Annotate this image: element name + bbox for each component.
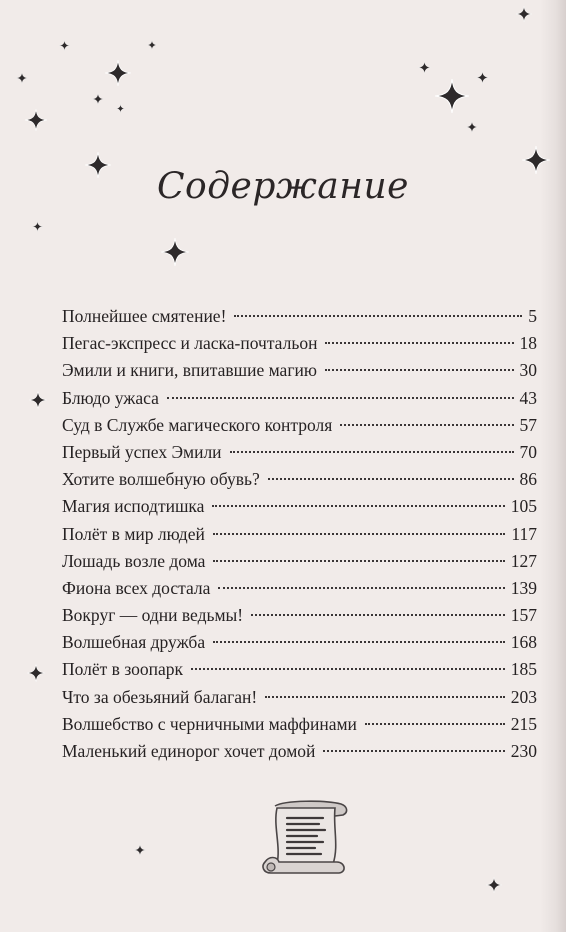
toc-entry — [62, 385, 537, 412]
toc-entry-page-number: 139 — [510, 577, 537, 598]
toc-entry-title: Первый успех Эмили — [62, 441, 222, 462]
toc-dot-leader — [365, 723, 505, 725]
toc-entry-page-number: 86 — [519, 469, 537, 490]
toc-entry-page-number: 230 — [510, 741, 537, 761]
sparkle-star-icon — [92, 93, 104, 105]
toc-entry — [62, 521, 537, 548]
toc-dot-leader — [213, 533, 506, 535]
toc-entry-page-number: 117 — [511, 523, 537, 544]
toc-dot-leader — [212, 505, 504, 507]
toc-entry-page-number: 5 — [528, 306, 537, 326]
toc-entry-title: Блюдо ужаса — [62, 387, 159, 408]
toc-entry-title: Полёт в мир людей — [62, 523, 205, 544]
toc-entry-page-number: 157 — [510, 605, 537, 626]
toc-entry — [62, 493, 537, 520]
toc-entry — [62, 412, 537, 439]
sparkle-star-icon — [161, 238, 189, 266]
toc-dot-leader — [251, 614, 505, 616]
sparkle-star-icon — [116, 104, 125, 113]
toc-entry-title: Хотите волшебную обувь? — [62, 469, 260, 490]
sparkle-star-icon — [105, 60, 131, 86]
toc-entry — [62, 357, 537, 384]
toc-entry-title: Фиона всех достала — [62, 577, 211, 598]
toc-entry — [62, 466, 537, 493]
toc-dot-leader — [191, 668, 505, 670]
sparkle-star-icon — [134, 844, 146, 856]
toc-dot-leader — [340, 424, 513, 426]
sparkle-star-icon — [25, 109, 47, 131]
toc-entry-title: Магия исподтишка — [62, 496, 205, 517]
sparkle-star-icon — [435, 79, 469, 113]
sparkle-star-icon — [32, 221, 43, 232]
page-title: Содержание — [157, 166, 409, 207]
toc-entry-title: Волшебство с черничными маффинами — [62, 713, 357, 734]
toc-entry-page-number: 185 — [510, 659, 537, 680]
scroll-icon — [255, 798, 355, 881]
toc-entry-title: Полёт в зоопарк — [62, 659, 184, 680]
sparkle-star-icon — [466, 121, 478, 133]
toc-entry — [62, 711, 537, 738]
toc-entry — [62, 575, 537, 602]
toc-dot-leader — [167, 397, 514, 399]
toc-entry-title: Что за обезьяний балаган! — [62, 686, 258, 707]
toc-entry — [62, 602, 537, 629]
toc-entry — [62, 738, 537, 765]
toc-dot-leader — [265, 696, 504, 698]
sparkle-star-icon — [476, 71, 489, 84]
sparkle-star-icon — [16, 72, 28, 84]
table-of-contents — [62, 303, 537, 765]
sparkle-star-icon — [27, 664, 45, 682]
toc-dot-leader — [234, 315, 522, 317]
sparkle-star-icon — [516, 6, 532, 22]
toc-entry — [62, 629, 537, 656]
toc-entry-title: Полнейшее смятение! — [62, 306, 227, 326]
toc-dot-leader — [268, 478, 514, 480]
toc-entry-title: Волшебная дружба — [62, 632, 206, 653]
sparkle-star-icon — [29, 391, 47, 409]
toc-entry-page-number: 105 — [510, 496, 537, 517]
toc-dot-leader — [323, 750, 504, 752]
toc-dot-leader — [325, 342, 513, 344]
toc-entry — [62, 548, 537, 575]
sparkle-star-icon — [147, 40, 157, 50]
toc-dot-leader — [218, 587, 504, 589]
toc-entry-page-number: 127 — [510, 550, 537, 571]
sparkle-star-icon — [59, 40, 70, 51]
toc-entry-page-number: 30 — [519, 360, 537, 381]
toc-entry-page-number: 43 — [519, 387, 537, 408]
toc-dot-leader — [325, 369, 514, 371]
toc-dot-leader — [213, 560, 504, 562]
toc-entry-page-number: 18 — [519, 333, 537, 354]
toc-entry — [62, 684, 537, 711]
toc-entry-title: Маленький единорог хочет домой — [62, 741, 316, 761]
toc-entry-page-number: 215 — [510, 713, 537, 734]
sparkle-star-icon — [418, 61, 431, 74]
sparkle-star-icon — [486, 877, 502, 893]
toc-entry-title: Суд в Службе магического контроля — [62, 414, 333, 435]
toc-entry-page-number: 70 — [519, 441, 537, 462]
toc-dot-leader — [213, 641, 505, 643]
toc-entry — [62, 303, 537, 330]
toc-dot-leader — [230, 451, 514, 453]
toc-entry-page-number: 203 — [510, 686, 537, 707]
toc-entry-title: Эмили и книги, впитавшие магию — [62, 360, 317, 381]
toc-entry-title: Лошадь возле дома — [62, 550, 206, 571]
toc-entry-title: Пегас-экспресс и ласка-почтальон — [62, 333, 318, 354]
toc-entry-title: Вокруг — одни ведьмы! — [62, 605, 244, 626]
toc-entry — [62, 656, 537, 683]
page-edge-shadow — [540, 0, 566, 932]
toc-entry — [62, 439, 537, 466]
toc-entry-page-number: 57 — [519, 414, 537, 435]
toc-entry — [62, 330, 537, 357]
toc-entry-page-number: 168 — [510, 632, 537, 653]
